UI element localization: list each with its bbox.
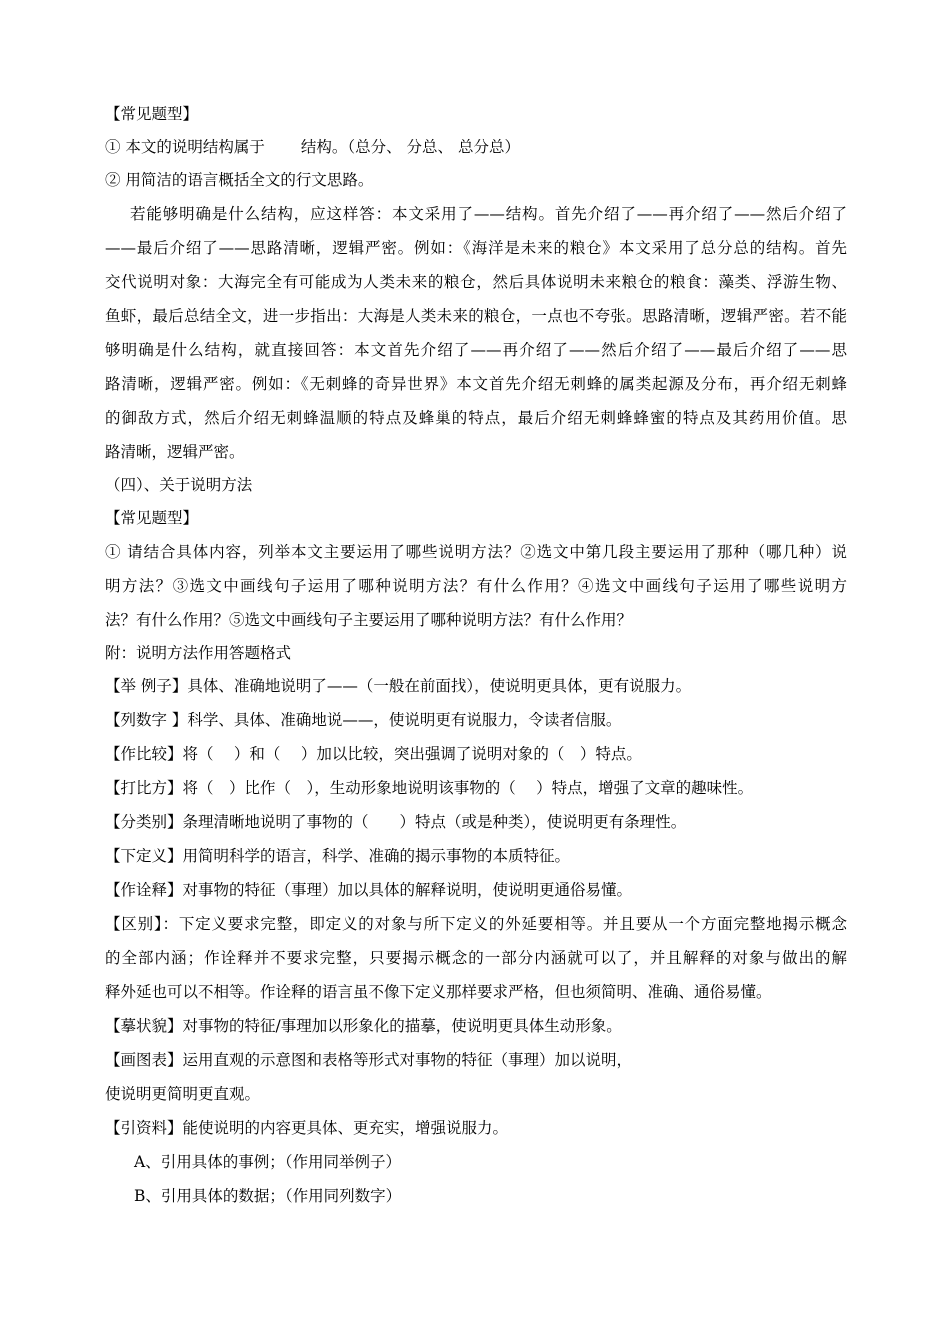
method-charts: 【画图表】运用直观的示意图和表格等形式对事物的特征（事理）加以说明， (105, 1051, 633, 1069)
paragraph-line: 的御敌方式，然后介绍无刺蜂温顺的特点及蜂巢的特点，最后介绍无刺蜂蜂蜜的特点及其药用价值。思 (105, 409, 847, 427)
paragraph-line: 交代说明对象：大海完全有可能成为人类未来的粮仓，然后具体说明未来粮仓的粮食：藻类、浮游生物、 (105, 273, 847, 291)
method-comparison: 【作比较】将（ ）和（ ）加以比较，突出强调了说明对象的（ ）特点。 (105, 745, 642, 763)
question-line: 明方法？③选文中画线句子运用了哪种说明方法？有什么作用？④选文中画线句子运用了哪些说明方 (105, 577, 847, 595)
method-citation: 【引资料】能使说明的内容更具体、更充实，增强说服力。 (105, 1119, 509, 1137)
paragraph-line: 路清晰，逻辑严密。例如：《无刺蜂的奇异世界》本文首先介绍无刺蜂的属类起源及分布，再介绍无刺蜂 (105, 375, 847, 393)
method-analogy: 【打比方】将（ ）比作（ ），生动形象地说明该事物的（ ）特点，增强了文章的趣味性。 (105, 779, 754, 797)
paragraph-line: 够明确是什么结构，就直接回答：本文首先介绍了——再介绍了——然后介绍了——最后介绍了——思 (105, 341, 847, 359)
section-heading-common-questions: 【常见题型】 (105, 105, 199, 123)
method-example: 【举 例子】具体、准确地说明了——（一般在前面找），使说明更具体，更有说服力。 (105, 677, 692, 695)
section-heading-common-questions: 【常见题型】 (105, 509, 199, 527)
citation-item-a: A、引用具体的事例；（作用同举例子） (134, 1153, 401, 1171)
paragraph-line: 鱼虾，最后总结全文，进一步指出：大海是人类未来的粮仓，一点也不夸张。思路清晰，逻辑严密。若不能 (105, 307, 847, 325)
difference-paragraph-line: 释外延也可以不相等。作诠释的语言虽不像下定义那样要求严格，但也须简明、准确、通俗易懂。 (105, 983, 772, 1001)
appendix-heading: 附：说明方法作用答题格式 (105, 644, 292, 662)
method-classification: 【分类别】条理清晰地说明了事物的（ ）特点（或是种类），使说明更有条理性。 (105, 813, 687, 831)
question-structure-type: ① 本文的说明结构属于 结构。（总分、 分总、 总分总） (105, 138, 520, 156)
method-description: 【摹状貌】对事物的特征/事理加以形象化的描摹，使说明更具体生动形象。 (105, 1017, 622, 1035)
method-definition: 【下定义】用简明科学的语言，科学、准确的揭示事物的本质特征。 (105, 847, 571, 865)
citation-item-b: B、引用具体的数据；（作用同列数字） (134, 1187, 402, 1205)
section-heading-methods: （四）、关于说明方法 (105, 476, 253, 494)
difference-paragraph-line: 的全部内涵；作诠释并不要求完整，只要揭示概念的一部分内涵就可以了，并且解释的对象与做出的解 (105, 949, 847, 967)
method-explanation: 【作诠释】对事物的特征（事理）加以具体的解释说明，使说明更通俗易懂。 (105, 881, 633, 899)
question-line: ① 请结合具体内容，列举本文主要运用了哪些说明方法？②选文中第几段主要运用了那种（哪几种）说 (105, 543, 847, 561)
method-numbers: 【列数字 】科学、具体、准确地说——，使说明更有说服力，令读者信服。 (105, 711, 622, 729)
question-line: 法？有什么作用？⑤选文中画线句子主要运用了哪种说明方法？有什么作用？ (105, 611, 633, 629)
paragraph-line: 路清晰，逻辑严密。 (105, 443, 245, 461)
paragraph-line: 若能够明确是什么结构，应这样答：本文采用了——结构。首先介绍了——再介绍了——然后介绍了 (130, 205, 847, 223)
difference-paragraph-line: 【区别】：下定义要求完整，即定义的对象与所下定义的外延要相等。并且要从一个方面完整地揭示概念 (105, 915, 847, 933)
method-charts-continued: 使说明更简明更直观。 (105, 1085, 261, 1103)
paragraph-line: ——最后介绍了——思路清晰，逻辑严密。例如：《海洋是未来的粮仓》本文采用了总分总的结构。首先 (105, 239, 847, 257)
question-writing-approach: ② 用简洁的语言概括全文的行文思路。 (105, 171, 374, 189)
